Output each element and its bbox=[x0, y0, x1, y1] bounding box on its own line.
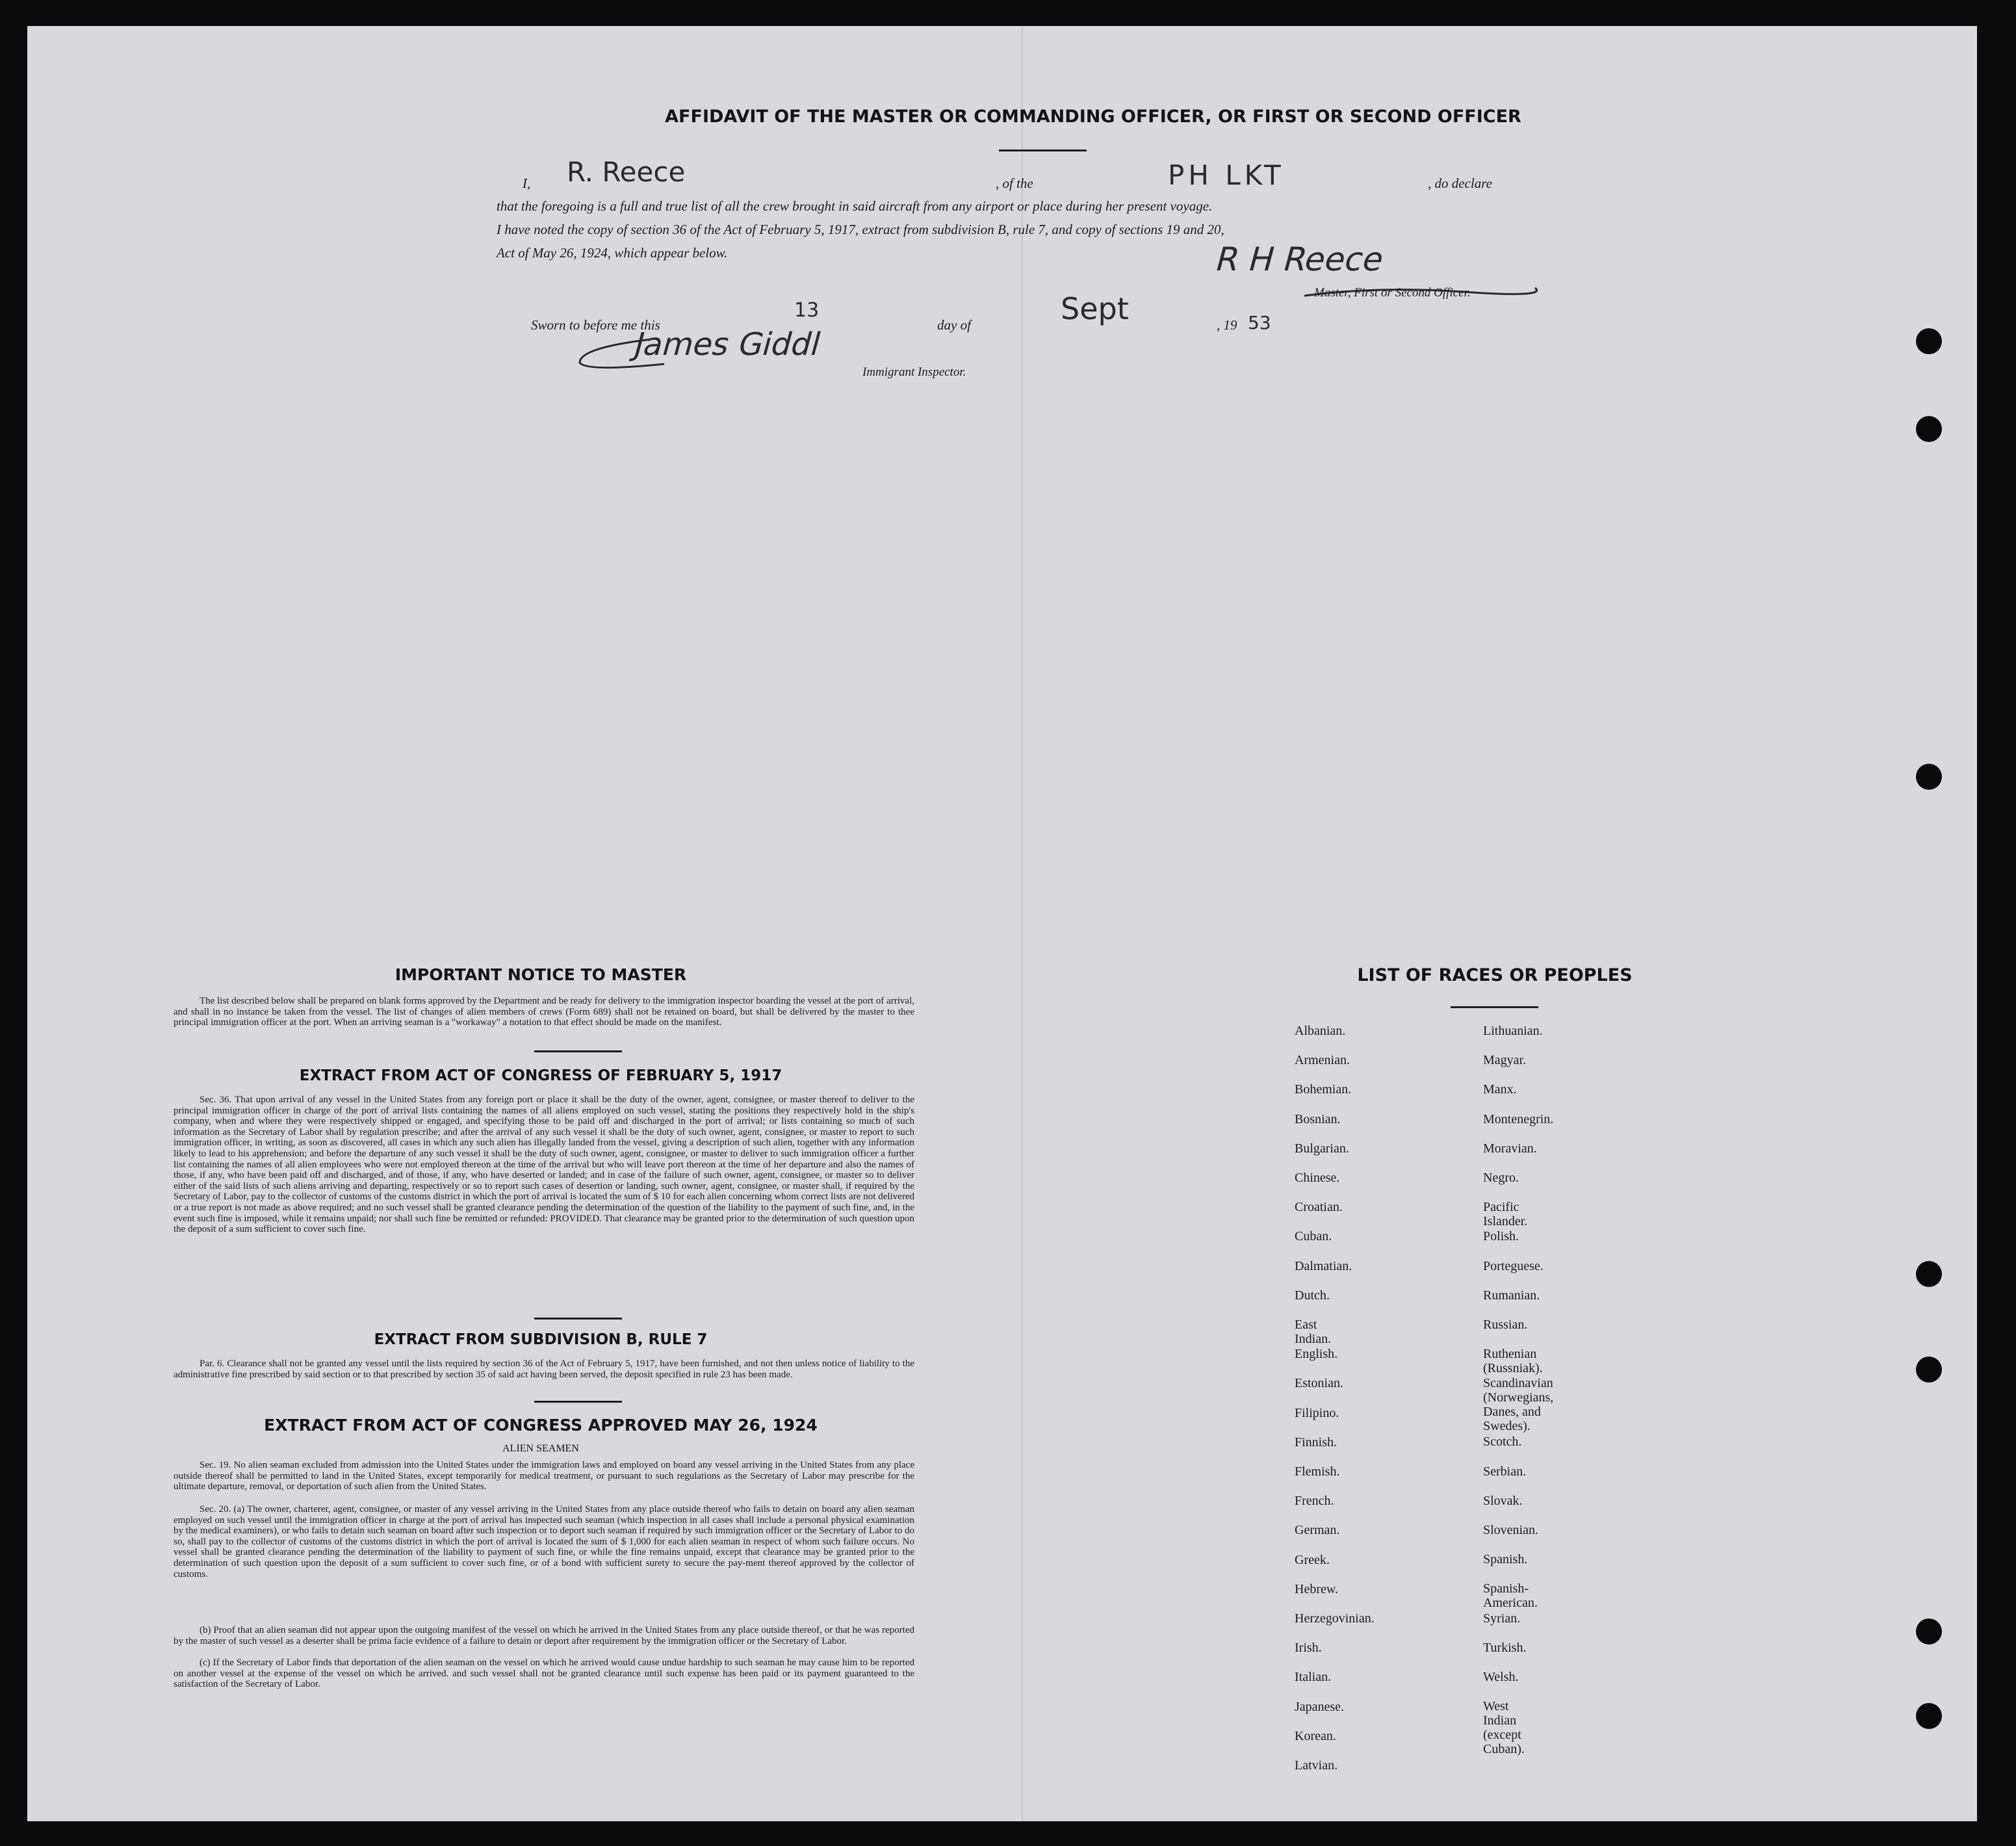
races-title-rule bbox=[1451, 1006, 1538, 1008]
page-fold-line bbox=[1022, 26, 1023, 1821]
notice-text: The list described below shall be prepared on blank forms approved by the Department and be ready for delivery to the immigration inspector boarding the vessel at the port of arrival, and shall in no instance be taken from the vessel. The list of changes of alien members of crews (Form 689) shall not be retained on board, but shall be delivered by the master to thee principal immigration officer at the port. When an arriving seaman is a "workaway" a notation to that effect should be made on the manifest. bbox=[174, 996, 914, 1028]
extract-1917-text: Sec. 36. That upon arrival of any vessel in the United States from any foreign port or place it shall be the duty of the owner, agent, consignee, or master thereof to deliver to the principal immigration officer in charge of the port of arrival lists containing the names of all aliens employed on such vessel, stating the positions they respectively hold in the ship's company, when and where they were respectively shipped or engaged, and specifying those to be paid off and discharged in the port of arrival; or lists containing so much of such information as the Secretary of Labor shall by regulation prescribe; and after the arrival of any such vessel it shall be the duty of such owner, agent, consignee, or master to report to such immigration officer, in writing, as soon as discovered, all cases in which any such alien has illegally landed from the vessel, giving a description of such alien, together with any information likely to lead to his apprehension; and before the departure of any such vessel it shall be the duty of such owner, agent, consignee, or master to deliver to such immigration officer a further list containing the names of all alien employees who were not employed thereon at the time of the arrival but who will leave port thereon at the time of her departure and also the names of those, if any, who have been paid off and discharged, and of those, if any, who have deserted or landed; and in case of the failure of such owner, agent, consignee, or master so to deliver either of the said lists of such aliens arriving and departing, respectively or so to report such cases of desertion or landing, such owner, agent, consignee, or master shall, if required by the Secretary of Labor, pay to the collector of customs of the customs district in which the port of arrival is located the sum of $ 10 for each alien concerning whom correct lists are not delivered or a true report is not made as above required; and no such vessel shall be granted clearance pending the determination of the question of the liability to the payment of such fine, and, in the event such fine is imposed, while it remains unpaid; nor shall such fine be remitted or refunded: PROVIDED. That clearance may be granted prior to the determination of such question upon the deposit of a sum sufficient to cover such fine. bbox=[174, 1095, 914, 1235]
rule-7-title: EXTRACT FROM SUBDIVISION B, RULE 7 bbox=[374, 1331, 708, 1348]
race-entry: Pacific Islander. bbox=[1483, 1200, 1528, 1229]
race-entry: French. bbox=[1295, 1494, 1334, 1509]
race-entry: Bosnian. bbox=[1295, 1112, 1341, 1126]
race-entry: Greek. bbox=[1295, 1552, 1330, 1567]
race-entry: Russian. bbox=[1483, 1318, 1528, 1332]
extract-1924-title: EXTRACT FROM ACT OF CONGRESS APPROVED MAY 26, 1924 bbox=[264, 1416, 818, 1435]
race-entry: German. bbox=[1295, 1523, 1340, 1538]
year-suffix-handwritten: 53 bbox=[1248, 312, 1271, 333]
aircraft-registration-handwritten: PH LKT bbox=[1168, 159, 1285, 191]
race-entry: Slovenian. bbox=[1483, 1523, 1538, 1537]
sworn-day-handwritten: 13 bbox=[794, 299, 820, 322]
race-entry: Armenian. bbox=[1295, 1053, 1350, 1068]
inspector-signature: James Giddl bbox=[630, 326, 825, 363]
crew-list-affidavit-page bbox=[27, 26, 1977, 1821]
affidavit-of-the-label: , of the bbox=[996, 176, 1033, 191]
race-entry: Estonian. bbox=[1295, 1376, 1343, 1391]
inspector-caption: Immigrant Inspector. bbox=[862, 365, 966, 379]
race-entry: Herzegovinian. bbox=[1295, 1611, 1375, 1626]
affidavit-title-rule bbox=[999, 150, 1087, 151]
race-entry: Bohemian. bbox=[1295, 1082, 1352, 1097]
rule-7-text: Par. 6. Clearance shall not be granted any vessel until the lists required by section 36 of the Act of February 5, 1917, have been furnished, and not then unless notice of liability to the administrative fine prescribed by said section or to that prescribed by section 35 of said act having been served, the deposit specified in rule 23 has been made. bbox=[174, 1358, 914, 1380]
affidavit-i-label: I, bbox=[523, 176, 531, 191]
race-entry: Dutch. bbox=[1295, 1288, 1330, 1303]
affidavit-statement-line-2: I have noted the copy of section 36 of the Act of February 5, 1917, extract from subdivision B, rule 7, and copy of sections 19 and 20, bbox=[497, 222, 1224, 237]
rule-7-rule bbox=[534, 1401, 622, 1403]
race-entry: Ruthenian (Russniak). bbox=[1483, 1347, 1543, 1376]
race-entry: Slovak. bbox=[1483, 1493, 1523, 1508]
race-entry: Croatian. bbox=[1295, 1200, 1343, 1215]
race-entry: Spanish. bbox=[1483, 1552, 1528, 1567]
section-20b-text: (b) Proof that an alien seaman did not appear upon the outgoing manifest of the vessel on which he arrived in the United States from any place outside thereof, or that he was reported by the master of such vessel as a deserter shall be prima facie evidence of a failure to detain or deport after requirement by the immigration officer or the Secretary of Labor. bbox=[174, 1625, 914, 1646]
race-entry: Cuban. bbox=[1295, 1229, 1332, 1244]
year-prefix-label: , 19 bbox=[1217, 317, 1237, 333]
race-entry: Polish. bbox=[1483, 1229, 1519, 1244]
section-20c-text: (c) If the Secretary of Labor finds that deportation of the alien seaman on the vessel on which he arrived would cause undue hardship to such seaman he may cause him to be reported on another vessel at the expense of the vessel on which he arrived. and such vessel shall not be granted clearance until such expense has been paid or its payment guaranteed to the satisfaction of the Secretary of Labor. bbox=[174, 1658, 914, 1690]
punch-hole bbox=[1916, 1703, 1942, 1729]
extract-1917-rule bbox=[534, 1318, 622, 1320]
sworn-month-handwritten: Sept bbox=[1061, 291, 1129, 326]
race-entry: Hebrew. bbox=[1295, 1581, 1339, 1596]
race-entry: Moravian. bbox=[1483, 1141, 1537, 1156]
race-entry: Finnish. bbox=[1295, 1435, 1338, 1450]
race-entry: Montenegrin. bbox=[1483, 1112, 1554, 1126]
race-entry: Turkish. bbox=[1483, 1640, 1527, 1655]
race-entry: Scotch. bbox=[1483, 1435, 1522, 1450]
punch-hole bbox=[1916, 1618, 1942, 1644]
notice-rule bbox=[534, 1050, 622, 1052]
affidavit-title: AFFIDAVIT OF THE MASTER OR COMMANDING OFFICER, OR FIRST OR SECOND OFFICER bbox=[665, 107, 1521, 127]
race-entry: Filipino. bbox=[1295, 1405, 1339, 1420]
race-entry: Italian. bbox=[1295, 1670, 1332, 1685]
race-entry: Manx. bbox=[1483, 1082, 1517, 1097]
punch-hole bbox=[1916, 1357, 1942, 1383]
affidavit-statement-line-1: that the foregoing is a full and true list of all the crew brought in said aircraft from any airport or place during her present voyage. bbox=[497, 198, 1213, 214]
race-entry: West Indian (except Cuban). bbox=[1483, 1699, 1525, 1757]
race-entry: Dalmatian. bbox=[1295, 1258, 1352, 1273]
section-20a-text: Sec. 20. (a) The owner, charterer, agent, consignee, or master of any vessel arriving in the United States from any place outside thereof who fails to detain on board any alien seaman employed on such vessel until the immigration officer in charge at the port of arrival has inspected such seaman (which inspection in all cases shall include a personal physical examination by the medical examiners), or who fails to detain such seaman on board after such inspection or to deport such seaman if required by such immigration officer or the Secretary of Labor to do so, shall pay to the collector of customs of the customs district in which the port of arrival is located the sum of $ 1,000 for each alien seaman in respect of whom such failure occurs. No vessel shall be granted clearance pending the determination of the liability to payment of such fine, or while the fine remains unpaid, except that clearance may be granted prior to the determination of such question upon the deposit of a sum sufficient to cover such fine, or of a bond with sufficient surety to secure the pay-ment thereof approved by the collector of customs. bbox=[174, 1504, 914, 1580]
day-of-label: day of bbox=[937, 317, 971, 333]
race-entry: Irish. bbox=[1295, 1641, 1322, 1656]
race-entry: Spanish-American. bbox=[1483, 1581, 1538, 1611]
sworn-label: Sworn to before me this bbox=[531, 317, 660, 333]
race-entry: Rumanian. bbox=[1483, 1288, 1540, 1303]
race-entry: Lithuanian. bbox=[1483, 1024, 1543, 1038]
race-entry: Serbian. bbox=[1483, 1464, 1527, 1479]
race-entry: Korean. bbox=[1295, 1728, 1336, 1743]
section-19-text: Sec. 19. No alien seaman excluded from admission into the United States under the immigration laws and employed on board any vessel arriving in the United States from any place outside thereof shall be permitted to land in the United States, except temporarily for medical treatment, or pursuant to such regulations as the Secretary of Labor may prescribe for the ultimate departure, removal, or deportation of such alien from the United States. bbox=[174, 1460, 914, 1492]
race-entry: Negro. bbox=[1483, 1171, 1519, 1185]
race-entry: Japanese. bbox=[1295, 1699, 1345, 1714]
notice-title: IMPORTANT NOTICE TO MASTER bbox=[394, 965, 687, 984]
race-entry: Flemish. bbox=[1295, 1464, 1340, 1479]
alien-seamen-subtitle: ALIEN SEAMEN bbox=[502, 1443, 579, 1454]
race-entry: Scandinavian (Norwegians, Danes, and Swedes). bbox=[1483, 1376, 1554, 1434]
punch-hole bbox=[1916, 764, 1942, 790]
declarant-name-handwritten: R. Reece bbox=[567, 156, 686, 188]
punch-hole bbox=[1916, 328, 1942, 354]
master-caption: Master, First or Second Officer. bbox=[1314, 286, 1471, 300]
race-entry: Latvian. bbox=[1295, 1758, 1338, 1773]
race-entry: Albanian. bbox=[1295, 1024, 1346, 1038]
race-entry: Magyar. bbox=[1483, 1053, 1527, 1068]
punch-hole bbox=[1916, 416, 1942, 442]
race-entry: Bulgarian. bbox=[1295, 1141, 1349, 1156]
affidavit-declare-label: , do declare bbox=[1428, 176, 1492, 191]
race-entry: English. bbox=[1295, 1347, 1338, 1362]
extract-1917-title: EXTRACT FROM ACT OF CONGRESS OF FEBRUARY 5, 1917 bbox=[299, 1067, 782, 1084]
races-title: LIST OF RACES OR PEOPLES bbox=[1357, 965, 1633, 985]
race-entry: East Indian. bbox=[1295, 1318, 1332, 1346]
race-entry: Syrian. bbox=[1483, 1611, 1521, 1626]
race-entry: Porteguese. bbox=[1483, 1258, 1544, 1273]
race-entry: Welsh. bbox=[1483, 1670, 1519, 1684]
master-signature: R H Reece bbox=[1211, 240, 1389, 278]
punch-hole bbox=[1916, 1261, 1942, 1287]
affidavit-statement-line-3: Act of May 26, 1924, which appear below. bbox=[497, 245, 728, 261]
race-entry: Chinese. bbox=[1295, 1171, 1340, 1185]
